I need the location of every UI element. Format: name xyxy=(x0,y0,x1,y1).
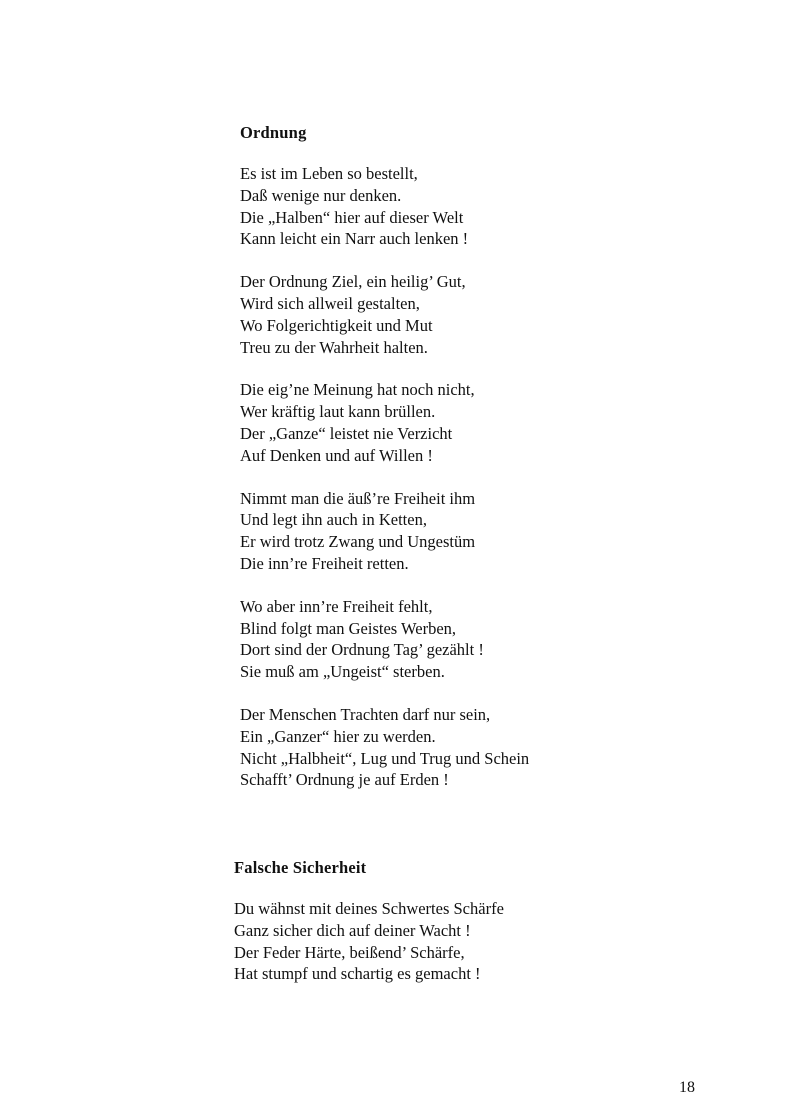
verse-line: Blind folgt man Geistes Werben, xyxy=(240,618,457,638)
stanza xyxy=(240,704,690,791)
verse-line: Wo Folgerichtigkeit und Mut xyxy=(240,315,433,335)
stanza xyxy=(240,596,690,683)
verse-line: Er wird trotz Zwang und Ungestüm xyxy=(240,532,476,552)
stanza xyxy=(234,898,684,985)
verse-line: Wird sich allweil gestalten, xyxy=(240,293,420,313)
verse-line: Wo aber inn’re Freiheit fehlt, xyxy=(240,596,433,616)
stanza xyxy=(240,271,690,358)
verse-line: Kann leicht ein Narr auch lenken ! xyxy=(240,229,469,249)
verse-line: Nicht „Halbheit“, Lug und Trug und Schein xyxy=(240,748,530,768)
verse-line: Es ist im Leben so bestellt, xyxy=(240,164,418,183)
verse-line: Ein „Ganzer“ hier zu werden. xyxy=(240,726,436,746)
stanza xyxy=(240,163,690,250)
poem-title: Ordnung xyxy=(240,123,307,142)
verse-line: Wer kräftig laut kann brüllen. xyxy=(240,402,436,422)
verse-line: Treu zu der Wahrheit halten. xyxy=(240,337,428,357)
poem-falsche-sicherheit xyxy=(234,857,684,1006)
poem-ordnung xyxy=(240,122,690,812)
verse-line: Die inn’re Freiheit retten. xyxy=(240,553,409,573)
verse-line: Schafft’ Ordnung je auf Erden ! xyxy=(240,770,449,790)
verse-line: Auf Denken und auf Willen ! xyxy=(240,445,433,465)
poem-title: Falsche Sicherheit xyxy=(234,858,367,877)
verse-line: Der „Ganze“ leistet nie Verzicht xyxy=(240,423,453,443)
verse-line: Die „Halben“ hier auf dieser Welt xyxy=(240,207,464,227)
page-number: 18 xyxy=(679,1079,695,1096)
stanza xyxy=(240,379,690,466)
verse-line: Du wähnst mit deines Schwertes Schärfe xyxy=(234,899,504,918)
verse-line: Der Ordnung Ziel, ein heilig’ Gut, xyxy=(240,272,466,292)
verse-line: Der Menschen Trachten darf nur sein, xyxy=(240,704,491,724)
verse-line: Die eig’ne Meinung hat noch nicht, xyxy=(240,380,475,400)
verse-line: Daß wenige nur denken. xyxy=(240,185,402,205)
verse-line: Nimmt man die äuß’re Freiheit ihm xyxy=(240,488,476,508)
verse-line: Und legt ihn auch in Ketten, xyxy=(240,510,427,530)
verse-line: Hat stumpf und schartig es gemacht ! xyxy=(234,964,481,984)
verse-line: Ganz sicher dich auf deiner Wacht ! xyxy=(234,920,471,940)
verse-line: Der Feder Härte, beißend’ Schärfe, xyxy=(234,942,465,962)
stanza xyxy=(240,488,690,575)
verse-line: Dort sind der Ordnung Tag’ gezählt ! xyxy=(240,640,484,660)
verse-line: Sie muß am „Ungeist“ sterben. xyxy=(240,662,445,682)
